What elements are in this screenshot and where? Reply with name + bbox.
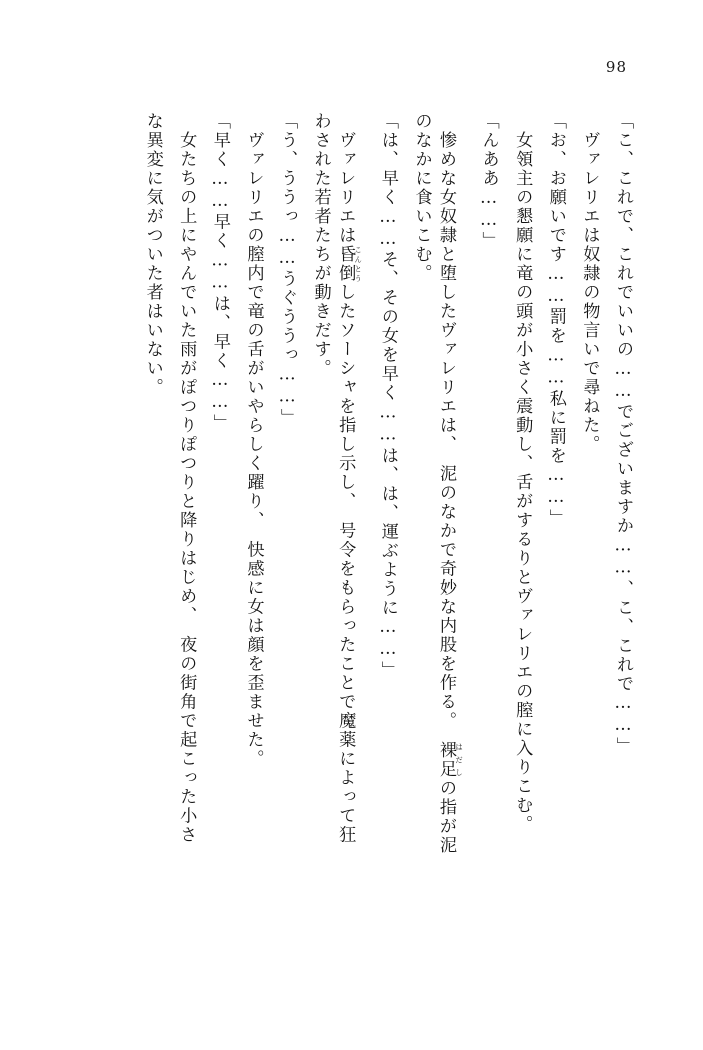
text-line: 「う、ううっ……うぐううっ……」: [277, 112, 298, 428]
text-line: 「早く……早く……は、早く……」: [209, 112, 230, 433]
text-line: のなかに食いこむ。: [411, 112, 432, 283]
text-line: 「こ、これで、これでいいの……でございますか……、こ、これで……」: [613, 112, 633, 756]
vertical-text-body: [86, 112, 631, 972]
text-line: 女領主の懇願に竜の頭が小さく震動し、舌がするりとヴァレリエの膣に入りこむ。: [512, 112, 533, 834]
text-line: 「は、早く……そ、その女を早く……は、は、運ぶように……」: [377, 112, 398, 680]
text-line: 女たちの上にやんでいた雨がぽつりぽつりと降りはじめ、 夜の街角で起こった小さ: [176, 112, 197, 845]
text-line: わされた若者たちが動きだす。: [310, 112, 331, 378]
text-line: 「お、お願いです……罰を……私に罰を……」: [545, 112, 566, 528]
text-line: な異変に気がついた者はいない。: [142, 112, 163, 397]
text-line: 「んああ……」: [478, 112, 499, 251]
text-line: 惨めな女奴隷と堕したヴァレリエは、 泥のなかで奇妙な内股を作る。 裸足はだしの指が泥: [436, 112, 464, 855]
page-number: 98: [605, 58, 627, 76]
text-line: ヴァレリエの膣内で竜の舌がいやらしく躍り、 快感に女は顔を歪ませた。: [243, 112, 264, 769]
text-line: ヴァレリエは奴隷の物言いで尋ねた。: [579, 112, 600, 454]
text-line: ヴァレリエは昏倒こんとうしたソーシャを指し示し、 号令をもらったことで魔薬によって狂: [335, 112, 363, 845]
